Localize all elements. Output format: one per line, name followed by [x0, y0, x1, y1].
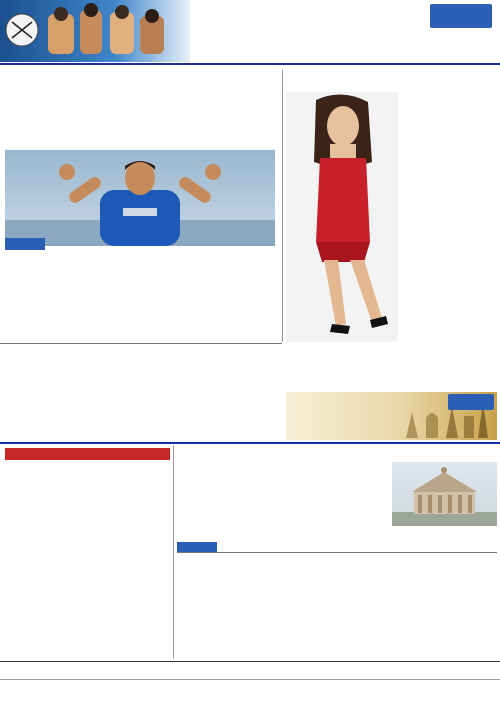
banner-rule [0, 442, 500, 444]
masthead-sports-graphic [0, 0, 190, 62]
court-photo [392, 462, 497, 526]
pant-photo-tag [5, 238, 45, 250]
pant-body-top [5, 96, 280, 148]
court-building-illustration [392, 462, 497, 526]
court-photo-tag [177, 542, 217, 552]
malhotra-kicker [5, 448, 170, 460]
malhotra-body [5, 480, 170, 658]
footer-rule [0, 661, 500, 662]
court-body [177, 462, 387, 550]
masthead-rule [0, 63, 500, 65]
pant-body-bottom [5, 252, 280, 342]
actress-photo-illustration [286, 92, 398, 342]
sports-collage-illustration [0, 0, 190, 62]
pant-photo [5, 150, 275, 246]
column-divider [173, 446, 174, 658]
footer-rule [0, 679, 500, 680]
cricketer-photo-illustration [5, 150, 275, 246]
shraddha-body-right [402, 92, 497, 342]
shraddha-body-bottom [286, 344, 497, 390]
court-body-right [392, 528, 497, 550]
masthead [0, 0, 500, 64]
shraddha-photo [286, 92, 398, 342]
story-rule [177, 552, 497, 553]
paper-logo [430, 4, 492, 28]
column-divider [282, 70, 283, 342]
section-rule [0, 343, 282, 344]
banner-paper-logo [448, 394, 494, 410]
elephant-body [177, 570, 497, 658]
